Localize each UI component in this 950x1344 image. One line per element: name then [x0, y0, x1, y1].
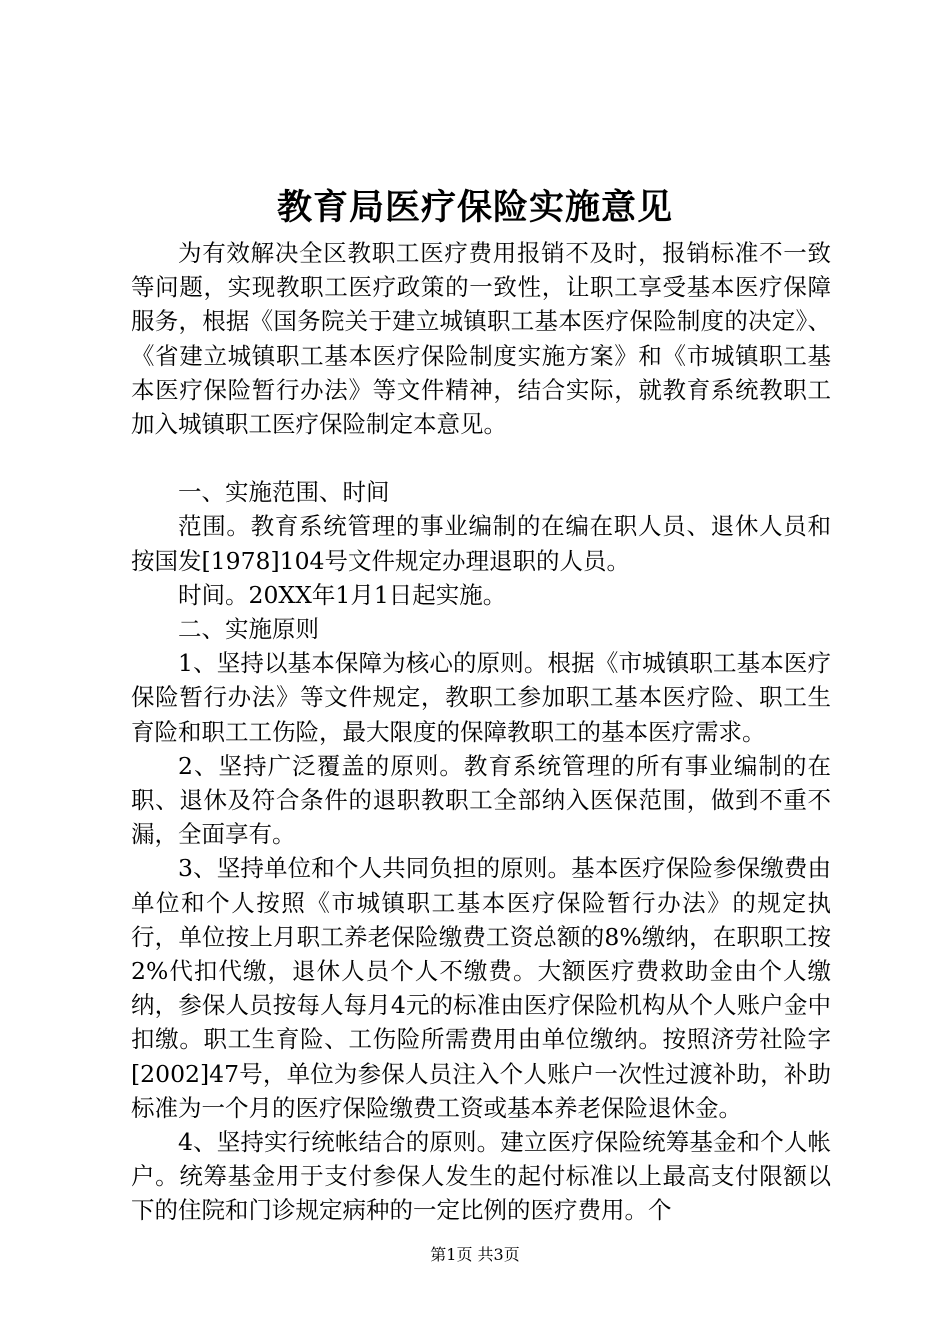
paragraph-intro: 为有效解决全区教职工医疗费用报销不及时，报销标准不一致等问题，实现教职工医疗政策的一致性，让职工享受基本医疗保障服务，根据《国务院关于建立城镇职工基本医疗保险制度的决定》、《省建立城镇职工基本医疗保险制度实施方案》和《市城镇职工基本医疗保险暂行办法》等文件精神，结合实际，就教育系统教职工加入城镇职工医疗保险制定本意见。: [131, 239, 831, 439]
document-body: [131, 236, 831, 1228]
section-heading-principles: 二、实施原则: [178, 615, 319, 644]
page-number: 第1页 共3页: [430, 1245, 520, 1264]
paragraph-time: 时间。20XX年1月1日起实施。: [178, 580, 507, 609]
section-heading-scope: 一、实施范围、时间: [178, 478, 390, 507]
paragraph-principle-1: 1、坚持以基本保障为核心的原则。根据《市城镇职工基本医疗保险暂行办法》等文件规定，教职工参加职工基本医疗险、职工生育险和职工工伤险，最大限度的保障教职工的基本医疗需求。: [131, 649, 831, 746]
document-title: 教育局医疗保险实施意见: [276, 187, 673, 228]
paragraph-principle-3: 3、坚持单位和个人共同负担的原则。基本医疗保险参保缴费由单位和个人按照《市城镇职工基本医疗保险暂行办法》的规定执行，单位按上月职工养老保险缴费工资总额的8%缴纳，在职职工按2%代扣代缴，退休人员个人不缴费。大额医疗费救助金由个人缴纳，参保人员按每人每月4元的标准由医疗保险机构从个人账户金中扣缴。职工生育险、工伤险所需费用由单位缴纳。按照济劳社险字[2002]47号，单位为参保人员注入个人账户一次性过渡补助，补助标准为一个月的医疗保险缴费工资或基本养老保险退休金。: [131, 854, 831, 1122]
paragraph-principle-2: 2、坚持广泛覆盖的原则。教育系统管理的所有事业编制的在职、退休及符合条件的退职教职工全部纳入医保范围，做到不重不漏，全面享有。: [131, 751, 831, 849]
paragraph-principle-4: 4、坚持实行统帐结合的原则。建立医疗保险统筹基金和个人帐户。统筹基金用于支付参保人发生的起付标准以上最高支付限额以下的住院和门诊规定病种的一定比例的医疗费用。个: [131, 1128, 831, 1225]
paragraph-scope: 范围。教育系统管理的事业编制的在编在职人员、退休人员和按国发[1978]104号文件规定办理退职的人员。: [131, 512, 831, 575]
